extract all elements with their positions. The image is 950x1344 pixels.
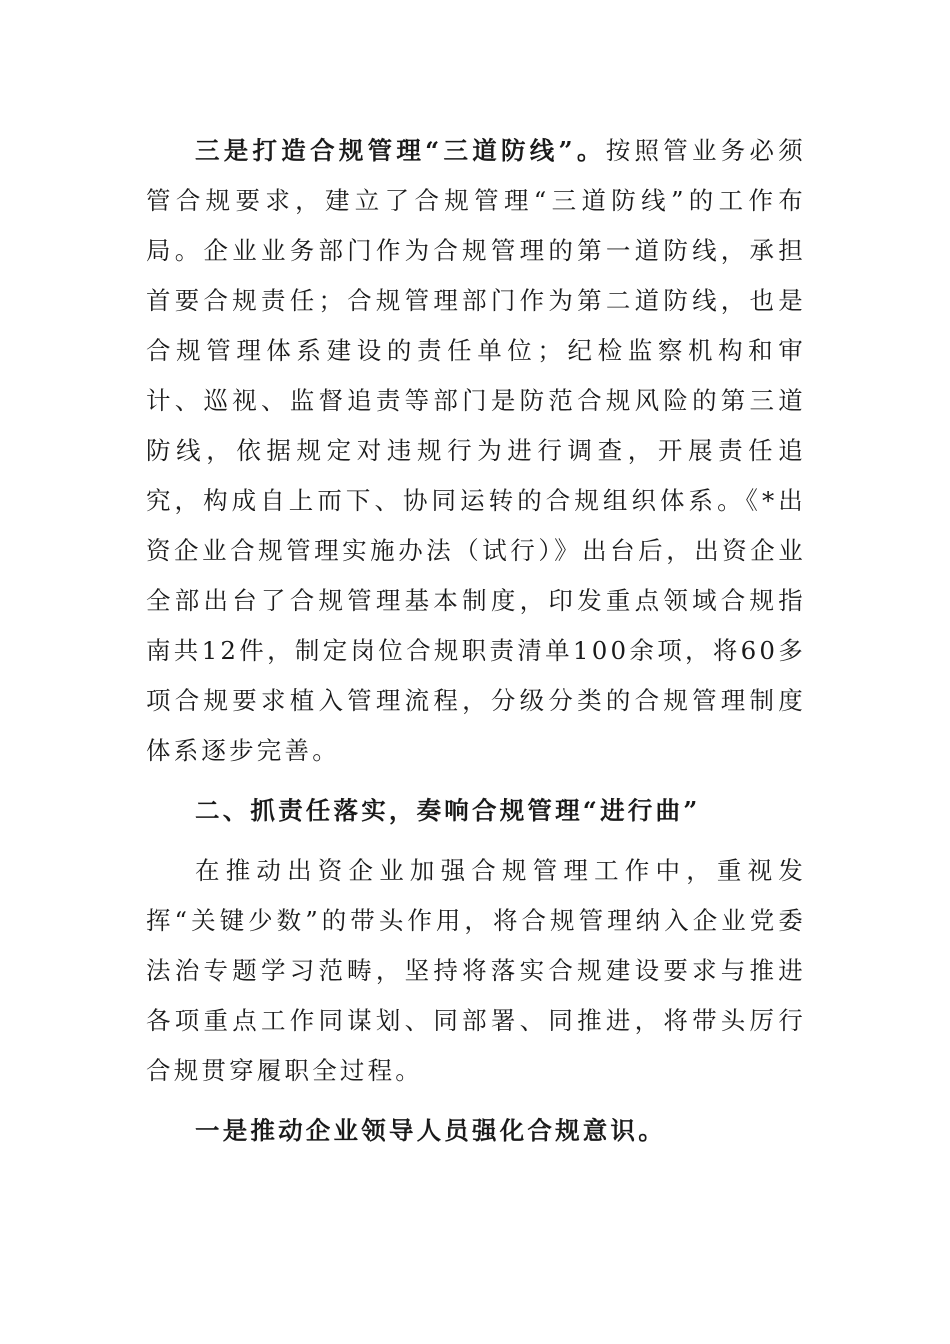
subsection-heading: 一是推动企业领导人员强化合规意识。 — [195, 1116, 666, 1145]
section-heading: 二、抓责任落实，奏响合规管理“进行曲” — [195, 796, 701, 825]
paragraph-body: 按照管业务必须管合规要求，建立了合规管理“三道防线”的工作布局。企业业务部门作为合规管理的第一道防线，承担首要合规责任；合规管理部门作为第二道防线，也是合规管理体系建设的责任单位；纪检监察机构和审计、巡视、监督追责等部门是防范合规风险的第三道防线，依据规定对违规行为进行调查，开展责任追究，构成自上而下、协同运转的合规组织体系。《*出资企业合规管理实施办法（试行）》出台后，出资企业全部出台了合规管理基本制度，印发重点领域合规指南共12件，制定岗位合规职责清单100余项，将60多项合规要求植入管理流程，分级分类的合规管理制度体系逐步完善。 — [146, 136, 806, 765]
document-page — [146, 126, 806, 1156]
paragraph-lead: 三是打造合规管理“三道防线”。 — [195, 136, 606, 165]
paragraph-key-minority: 在推动出资企业加强合规管理工作中，重视发挥“关键少数”的带头作用，将合规管理纳入企业党委法治专题学习范畴，坚持将落实合规建设要求与推进各项重点工作同谋划、同部署、同推进，将带头厉行合规贯穿履职全过程。 — [146, 856, 806, 1085]
paragraph-three-lines-of-defense — [146, 126, 806, 776]
